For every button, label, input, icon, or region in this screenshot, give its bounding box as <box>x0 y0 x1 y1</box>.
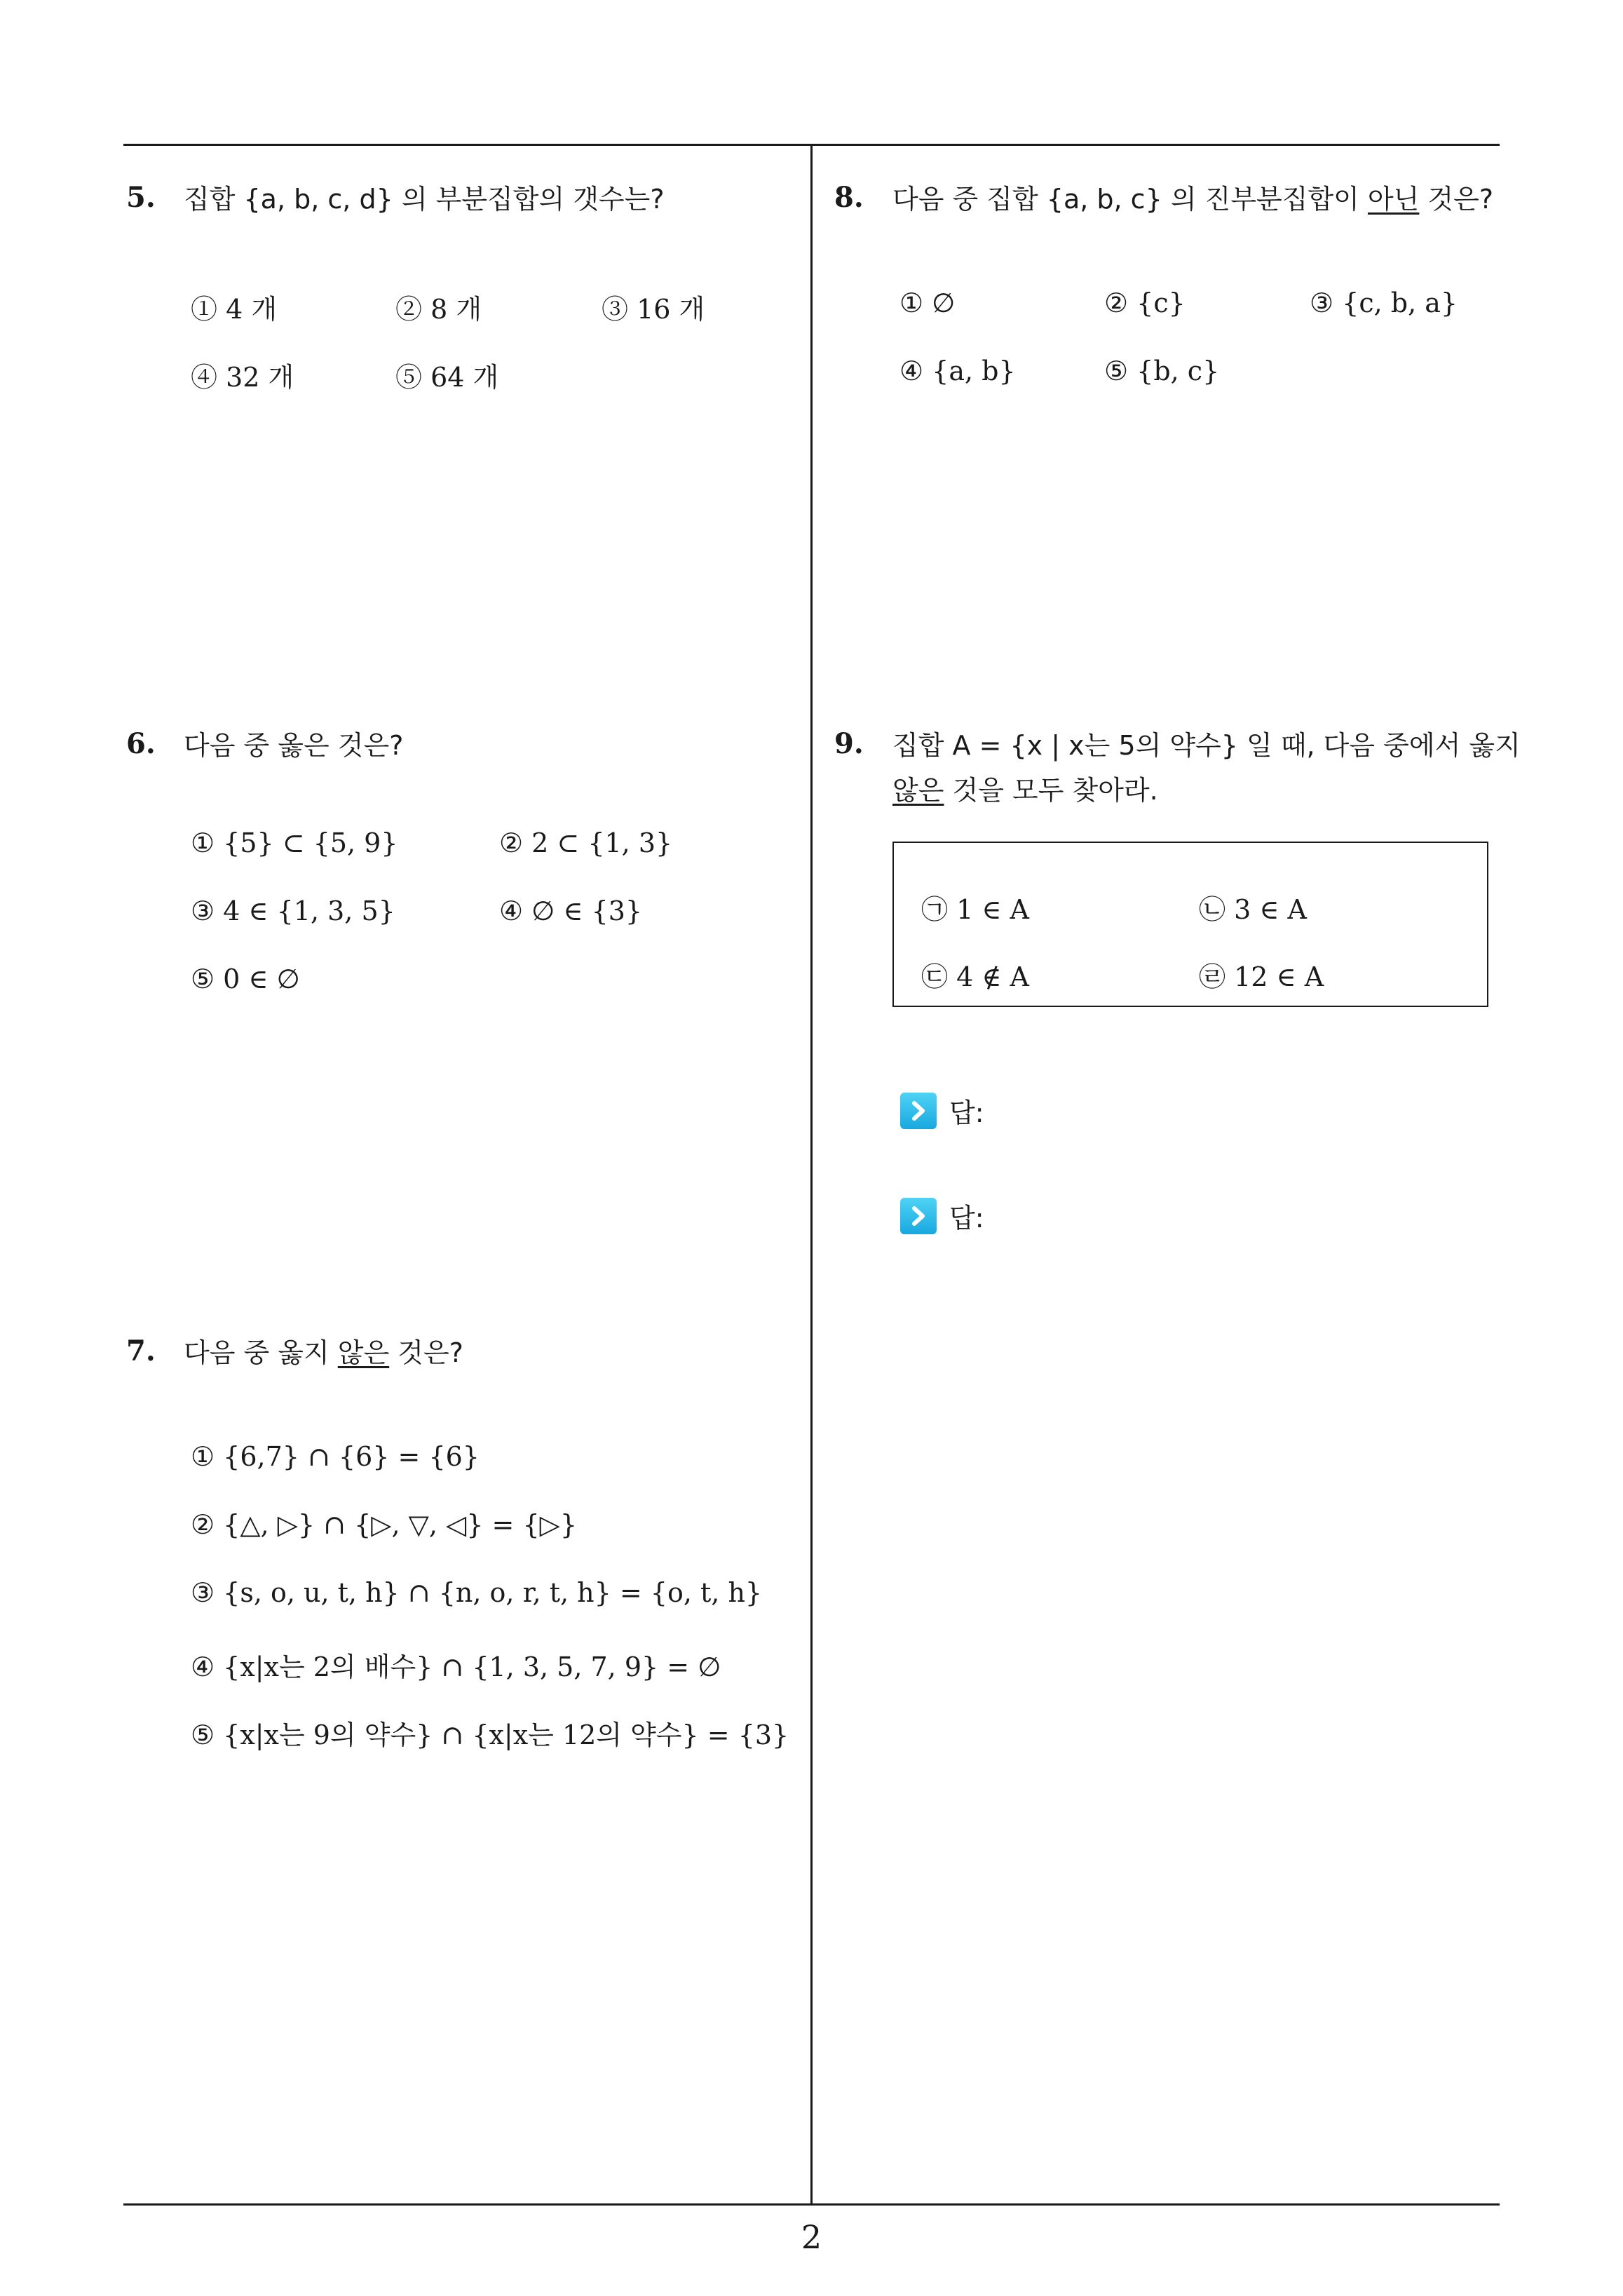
q9-statement-1: ㉠ 1 ∈ A <box>921 894 1029 925</box>
chevron-right-icon <box>900 1198 937 1234</box>
q8-number: 8. <box>834 181 864 214</box>
q9-statement-2: ㉡ 3 ∈ A <box>1199 894 1307 925</box>
q7-text: 다음 중 옳지 않은 것은? <box>184 1337 463 1368</box>
chevron-right-icon <box>900 1093 937 1129</box>
q9-text-line1: 집합 A = {x | x는 5의 약수} 일 때, 다음 중에서 옳지 <box>892 730 1521 761</box>
q9-answer-line-1[interactable] <box>900 1091 984 1130</box>
q7-option-2: ② {△, ▷} ∩ {▷, ▽, ◁} = {▷} <box>191 1509 578 1540</box>
answer-label: 답: <box>949 1203 984 1234</box>
q9-number: 9. <box>834 727 864 760</box>
bottom-rule <box>123 2203 1500 2206</box>
page-number: 2 <box>801 2218 822 2256</box>
q5-option-2: ② 8 개 <box>395 294 482 325</box>
q5-option-4: ④ 32 개 <box>191 362 294 393</box>
q8-underlined-word: 아닌 <box>1367 184 1420 215</box>
answer-label: 답: <box>949 1098 984 1128</box>
q6-option-3: ③ 4 ∈ {1, 3, 5} <box>191 896 395 926</box>
q5-option-5: ⑤ 64 개 <box>395 362 499 393</box>
q7-number: 7. <box>126 1335 156 1368</box>
q5-text: 집합 {a, b, c, d} 의 부분집합의 갯수는? <box>184 184 665 215</box>
q6-text: 다음 중 옳은 것은? <box>184 730 404 761</box>
q5-option-3: ③ 16 개 <box>602 294 705 325</box>
q7-option-1: ① {6,7} ∩ {6} = {6} <box>191 1441 480 1472</box>
q7-option-5: ⑤ {x|x는 9의 약수} ∩ {x|x는 12의 약수} = {3} <box>191 1720 789 1750</box>
q6-option-2: ② 2 ⊂ {1, 3} <box>499 828 673 858</box>
q9-underlined-word: 않은 <box>892 775 944 806</box>
q8-option-4: ④ {a, b} <box>899 356 1016 386</box>
q7-option-4: ④ {x|x는 2의 배수} ∩ {1, 3, 5, 7, 9} = ∅ <box>191 1652 721 1682</box>
q9-statement-3: ㉢ 4 ∉ A <box>921 961 1029 992</box>
q8-option-1: ① ∅ <box>899 288 956 318</box>
q8-option-2: ② {c} <box>1104 288 1186 318</box>
q9-text-line2: 않은 것을 모두 찾아라. <box>892 775 1158 806</box>
q8-text: 다음 중 집합 {a, b, c} 의 진부분집합이 아닌 것은? <box>892 184 1494 215</box>
q6-number: 6. <box>126 727 156 760</box>
q5-number: 5. <box>126 181 156 214</box>
q9-statement-4: ㉣ 12 ∈ A <box>1199 961 1324 992</box>
q6-option-4: ④ ∅ ∈ {3} <box>499 896 643 926</box>
q5-option-1: ① 4 개 <box>191 294 278 325</box>
q6-option-1: ① {5} ⊂ {5, 9} <box>191 828 398 858</box>
q7-option-3: ③ {s, o, u, t, h} ∩ {n, o, r, t, h} = {o, t, h} <box>191 1577 763 1608</box>
q8-option-3: ③ {c, b, a} <box>1310 288 1458 318</box>
q7-underlined-word: 않은 <box>337 1337 390 1368</box>
q9-answer-line-2[interactable] <box>900 1196 984 1235</box>
q6-option-5: ⑤ 0 ∈ ∅ <box>191 964 300 994</box>
q8-option-5: ⑤ {b, c} <box>1104 356 1220 386</box>
column-divider <box>810 144 813 2206</box>
